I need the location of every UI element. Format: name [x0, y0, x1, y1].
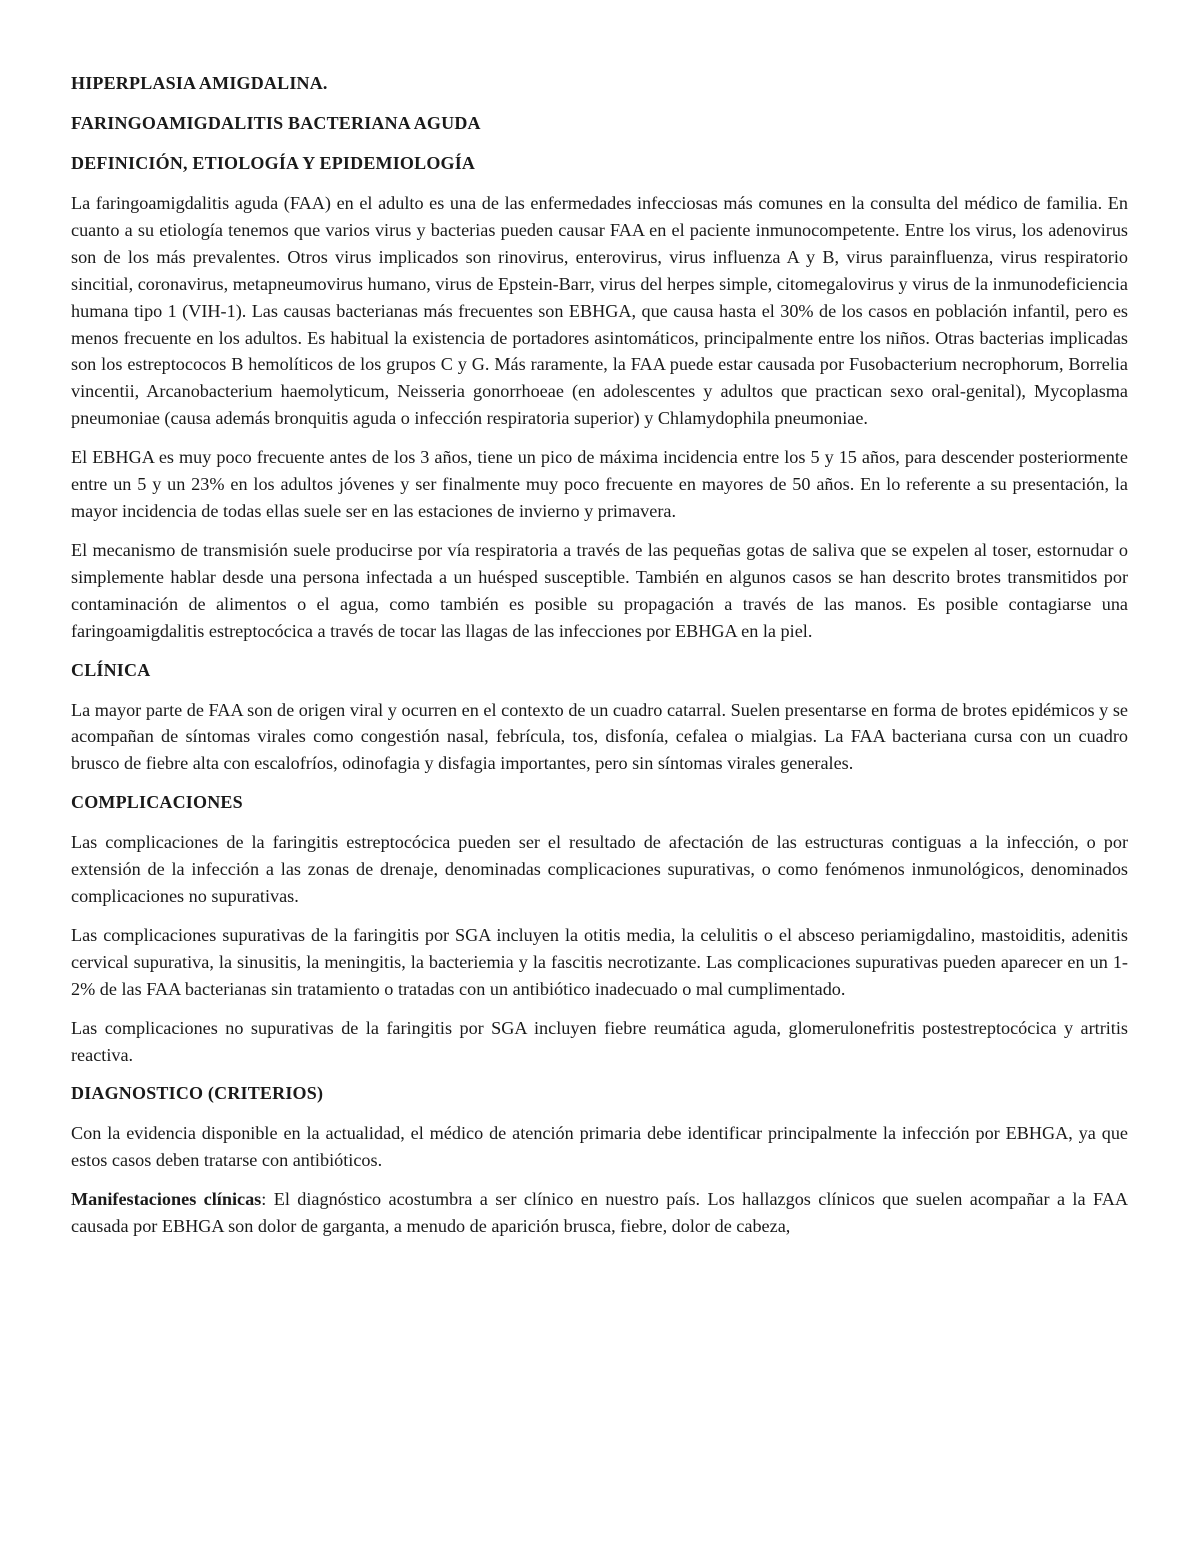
- section-heading-clinica: CLÍNICA: [71, 659, 151, 680]
- paragraph-definicion: La faringoamigdalitis aguda (FAA) en el adulto es una de las enfermedades infecciosas más comunes en la consulta del médico de familia. En cuanto a su etiología tenemos que varios virus y bacterias pueden causar FAA en el paciente inmunocompetente. Entre los virus, los adenovirus son de los más prevalentes. Otros virus implicados son rinovirus, enterovirus, virus influenza A y B, virus parainfluenza, virus respiratorio sincitial, coronavirus, metapneumovirus humano, virus de Epstein-Barr, virus del herpes simple, citomegalovirus y virus de la inmunodeficiencia humana tipo 1 (VIH-1). Las causas bacterianas más frecuentes son EBHGA, que causa hasta el 30% de los casos en población infantil, pero es menos frecuente en los adultos. Es habitual la existencia de portadores asintomáticos, principalmente entre los niños. Otras bacterias implicadas son los estreptococos B hemolíticos de los grupos C y G. Más raramente, la FAA puede estar causada por Fusobacterium necrophorum, Borrelia vincentii, Arcanobacterium haemolyticum, Neisseria gonorrhoeae (en adolescentes y adultos que practican sexo oral-genital), Mycoplasma pneumoniae (causa además bronquitis aguda o infección respiratoria superior) y Chlamydophila pneumoniae.: [71, 193, 1128, 429]
- section-heading-diagnostico: DIAGNOSTICO (CRITERIOS): [71, 1083, 324, 1104]
- section-heading-faringoamigdalitis: FARINGOAMIGDALITIS BACTERIANA AGUDA: [71, 113, 481, 133]
- manifestaciones-lead: Manifestaciones clínicas: [71, 1189, 262, 1210]
- document-page: [71, 70, 1128, 1252]
- paragraph-epidemiologia: El EBHGA es muy poco frecuente antes de los 3 años, tiene un pico de máxima incidencia entre los 5 y 15 años, para descender posteriormente entre un 5 y un 23% en los adultos jóvenes y ser finalmente muy poco frecuente en mayores de 50 años. En lo referente a su presentación, la mayor incidencia de todas ellas suele ser en las estaciones de invierno y primavera.: [71, 447, 1128, 521]
- paragraph-complicaciones-no-supurativas: Las complicaciones no supurativas de la faringitis por SGA incluyen fiebre reumática aguda, glomerulonefritis postestreptocócica y artritis reactiva.: [71, 1017, 1128, 1065]
- paragraph-complicaciones-intro: Las complicaciones de la faringitis estreptocócica pueden ser el resultado de afectación de las estructuras contiguas a la infección, o por extensión de la infección a las zonas de drenaje, denominadas complicaciones supurativas, o como fenómenos inmunológicos, denominados complicaciones no supurativas.: [71, 832, 1128, 907]
- section-heading-complicaciones: COMPLICACIONES: [71, 792, 243, 813]
- paragraph-transmision: El mecanismo de transmisión suele producirse por vía respiratoria a través de las pequeñas gotas de saliva que se expelen al toser, estornudar o simplemente hablar desde una persona infectada a un huésped susceptible. También en algunos casos se han descrito brotes transmitidos por contaminación de alimentos o el agua, como también es posible su propagación a través de las manos. Es posible contagiarse una faringoamigdalitis estreptocócica a través de tocar las llagas de las infecciones por EBHGA en la piel.: [71, 539, 1128, 641]
- document-title: HIPERPLASIA AMIGDALINA.: [71, 73, 328, 93]
- paragraph-clinica: La mayor parte de FAA son de origen viral y ocurren en el contexto de un cuadro catarral. Suelen presentarse en forma de brotes epidémicos y se acompañan de síntomas virales como congestión nasal, febrícula, tos, disfonía, cefalea o mialgias. La FAA bacteriana cursa con un cuadro brusco de fiebre alta con escalofríos, odinofagia y disfagia importantes, pero sin síntomas virales generales.: [71, 699, 1128, 774]
- manifestaciones-text: : El diagnóstico acostumbra a ser clínico en nuestro país. Los hallazgos clínicos que suelen acompañar a la FAA causada por EBHGA son dolor de garganta, a menudo de aparición brusca, fiebre, dolor de cabeza,: [71, 1189, 1128, 1237]
- paragraph-manifestaciones: [71, 1186, 1128, 1240]
- paragraph-complicaciones-supurativas: Las complicaciones supurativas de la faringitis por SGA incluyen la otitis media, la celulitis o el absceso periamigdalino, mastoiditis, adenitis cervical supurativa, la sinusitis, la meningitis, la bacteriemia y la fascitis necrotizante. Las complicaciones supurativas pueden aparecer en un 1-2% de las FAA bacterianas sin tratamiento o tratadas con un antibiótico inadecuado o mal cumplimentado.: [71, 924, 1128, 999]
- paragraph-diagnostico: Con la evidencia disponible en la actualidad, el médico de atención primaria debe identificar principalmente la infección por EBHGA, ya que estos casos deben tratarse con antibióticos.: [71, 1123, 1128, 1171]
- section-heading-definicion: DEFINICIÓN, ETIOLOGÍA Y EPIDEMIOLOGÍA: [71, 153, 476, 173]
